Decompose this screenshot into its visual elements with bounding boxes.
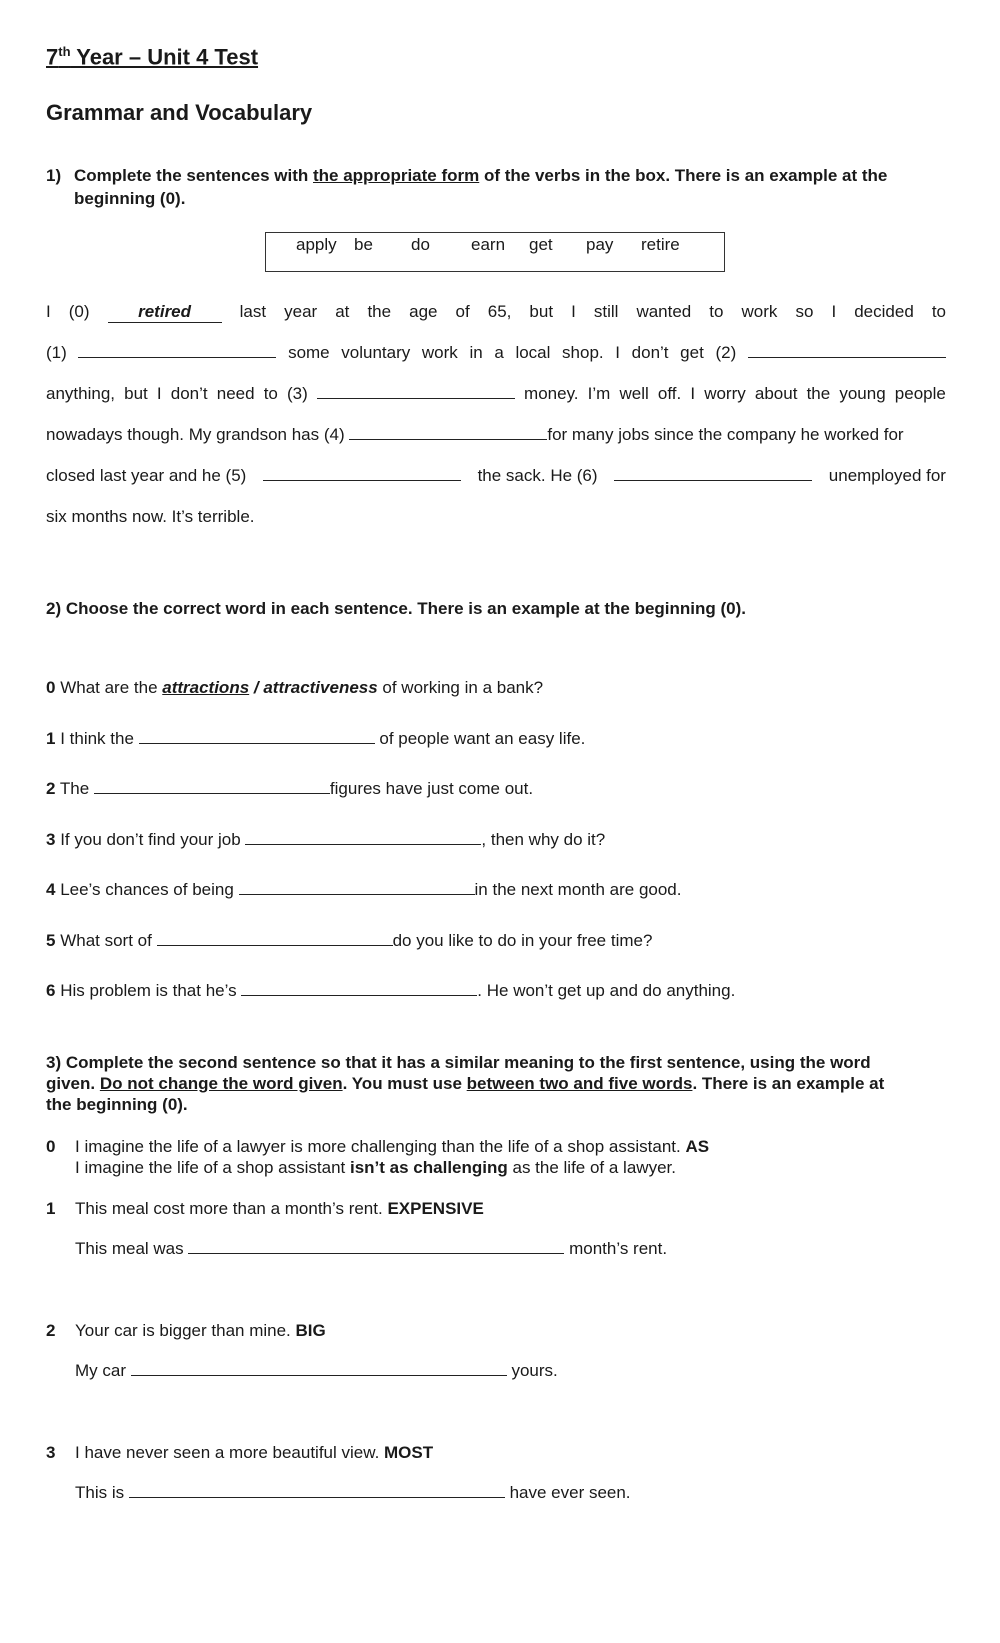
paragraph-line-2: (1) some voluntary work in a local shop. I don’t get (2) xyxy=(46,343,946,363)
page-title: 7th Year – Unit 4 Test xyxy=(46,44,259,70)
s3-instruction: 3) Complete the second sentence so that it has a similar meaning to the first sentence, using the word xyxy=(46,1053,871,1072)
s3-item-number: 1 xyxy=(46,1199,56,1218)
word-box-item: do xyxy=(411,235,430,254)
s2-answer-blank[interactable] xyxy=(245,830,481,845)
s3-item-rewrite: My car yours. xyxy=(75,1361,558,1380)
s3-item-number: 3 xyxy=(46,1443,56,1462)
answer-blank-5[interactable] xyxy=(263,466,461,481)
s2-item: 1 I think the of people want an easy life. xyxy=(46,729,586,748)
word-box-item: get xyxy=(529,235,553,254)
answer-blank-2[interactable] xyxy=(748,343,946,358)
example-answer: retired xyxy=(108,302,222,323)
s2-item: 2 The figures have just come out. xyxy=(46,779,534,798)
section-heading: Grammar and Vocabulary xyxy=(46,100,313,125)
word-box-item: retire xyxy=(641,235,680,254)
paragraph-line-5: closed last year and he (5) the sack. He (6) unemployed for xyxy=(46,466,946,485)
paragraph-line-4: nowadays though. My grandson has (4) for many jobs since the company he worked for xyxy=(46,425,904,444)
s3-item-sentence: I have never seen a more beautiful view. MOST xyxy=(75,1443,434,1462)
s1-instruction-cont: beginning (0). xyxy=(74,189,186,208)
word-box-item: pay xyxy=(586,235,614,254)
s2-answer-blank[interactable] xyxy=(239,880,475,895)
s3-item-rewrite: This meal was month’s rent. xyxy=(75,1239,668,1258)
s3-answer-blank[interactable] xyxy=(131,1361,507,1376)
paragraph-line-3: anything, but I don’t need to (3) money. I’m well off. I worry about the young people xyxy=(46,384,946,403)
s1-number: 1) xyxy=(46,166,62,185)
s2-item: 3 If you don’t find your job , then why do it? xyxy=(46,830,606,849)
answer-blank-1[interactable] xyxy=(78,343,276,358)
answer-blank-4[interactable] xyxy=(349,425,547,440)
s2-item: 6 His problem is that he’s . He won’t get up and do anything. xyxy=(46,981,736,1000)
answer-blank-3[interactable] xyxy=(317,384,515,399)
word-box-item: earn xyxy=(471,235,506,254)
word-box xyxy=(265,232,725,272)
s3-example-number: 0 xyxy=(46,1137,56,1156)
s2-item: 4 Lee’s chances of being in the next month are good. xyxy=(46,880,682,899)
word-box-item: be xyxy=(354,235,373,254)
s3-example-sentence: I imagine the life of a lawyer is more challenging than the life of a shop assistant. AS xyxy=(75,1137,710,1156)
s3-item-sentence: This meal cost more than a month’s rent. EXPENSIVE xyxy=(75,1199,484,1218)
word-box-item: apply xyxy=(296,235,337,254)
s2-answer-blank[interactable] xyxy=(241,981,477,996)
s2-instruction: 2) Choose the correct word in each sentence. There is an example at the beginning (0). xyxy=(46,599,747,618)
paragraph-line-6: six months now. It’s terrible. xyxy=(46,507,255,526)
s2-example: 0 What are the attractions / attractiveness of working in a bank? xyxy=(46,678,544,697)
s3-answer-blank[interactable] xyxy=(129,1483,505,1498)
s3-instruction-cont: the beginning (0). xyxy=(46,1095,188,1114)
s3-item-sentence: Your car is bigger than mine. BIG xyxy=(75,1321,326,1340)
s3-instruction-cont: given. Do not change the word given. You must use between two and five words. There is an example at xyxy=(46,1074,885,1093)
s3-example-answer: I imagine the life of a shop assistant isn’t as challenging as the life of a lawyer. xyxy=(75,1158,676,1177)
s2-answer-blank[interactable] xyxy=(157,931,393,946)
s1-instruction: Complete the sentences with the appropriate form of the verbs in the box. There is an example at the xyxy=(74,166,888,185)
paragraph-line-1: I (0) retired last year at the age of 65, but I still wanted to work so I decided to xyxy=(46,302,946,321)
s2-answer-blank[interactable] xyxy=(94,779,330,794)
s3-item-number: 2 xyxy=(46,1321,56,1340)
answer-blank-6[interactable] xyxy=(614,466,812,481)
s3-item-rewrite: This is have ever seen. xyxy=(75,1483,631,1502)
s3-answer-blank[interactable] xyxy=(188,1239,564,1254)
s2-item: 5 What sort of do you like to do in your free time? xyxy=(46,931,653,950)
s2-answer-blank[interactable] xyxy=(139,729,375,744)
